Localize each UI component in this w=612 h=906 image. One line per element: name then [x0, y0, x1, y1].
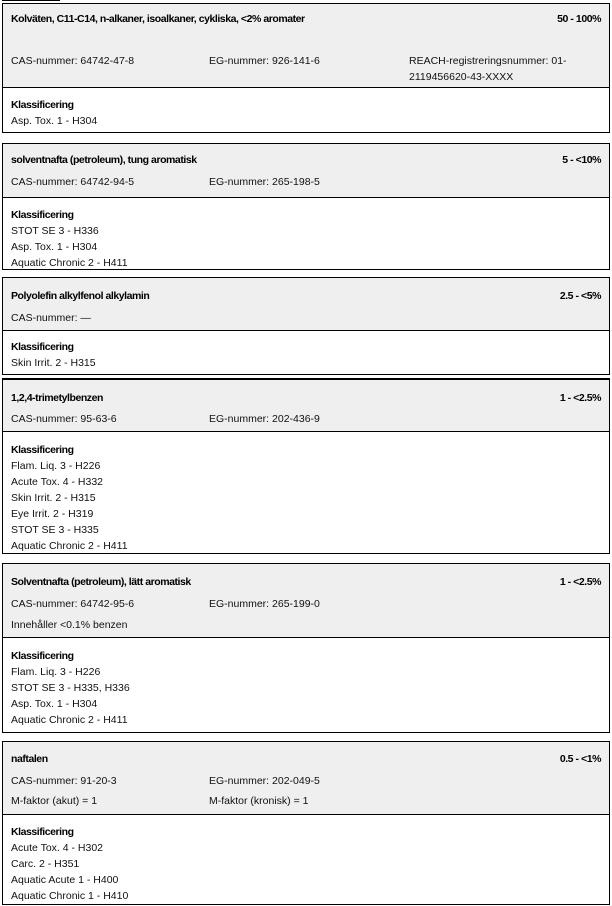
eg-number: EG-nummer: 202-049-5	[209, 775, 320, 787]
cas-number: CAS-nummer: 64742-94-5	[11, 176, 135, 188]
eg-number: EG-nummer: 265-199-0	[209, 598, 320, 610]
cas-number: CAS-nummer: —	[11, 312, 91, 324]
substance-header	[3, 742, 609, 815]
hazard-statement: Acute Tox. 4 - H332	[11, 476, 104, 488]
substance-header	[3, 4, 609, 88]
substance-header	[3, 380, 609, 432]
substance-header	[3, 144, 609, 198]
substance-block	[2, 741, 610, 905]
substance-block	[2, 378, 610, 554]
m-factor-acute: M-faktor (akut) = 1	[11, 795, 98, 807]
classification	[3, 638, 609, 728]
hazard-statement: Eye Irrit. 2 - H319	[11, 508, 94, 520]
substance-block	[2, 563, 610, 733]
classification-title: Klassificering	[11, 209, 74, 221]
previous-section-edge	[2, 0, 60, 2]
hazard-statement: STOT SE 3 - H335, H336	[11, 682, 130, 694]
concentration-range: 0.5 - <1%	[559, 753, 601, 765]
m-factor-chronic: M-faktor (kronisk) = 1	[209, 795, 309, 807]
cas-number: CAS-nummer: 64742-95-6	[11, 598, 135, 610]
reach-number: REACH-registreringsnummer: 01-2119456620-43-XXXX	[409, 55, 567, 83]
concentration-range: 50 - 100%	[557, 13, 601, 25]
hazard-statement: Asp. Tox. 1 - H304	[11, 115, 98, 127]
hazard-statement: Flam. Liq. 3 - H226	[11, 460, 101, 472]
hazard-statement: Flam. Liq. 3 - H226	[11, 666, 101, 678]
classification-title: Klassificering	[11, 444, 74, 456]
substance-header	[3, 278, 609, 331]
hazard-statement: Skin Irrit. 2 - H315	[11, 357, 96, 369]
cas-number: CAS-nummer: 64742-47-8	[11, 55, 135, 67]
classification-title: Klassificering	[11, 650, 74, 662]
hazard-statement: STOT SE 3 - H335	[11, 524, 99, 536]
hazard-statement: Skin Irrit. 2 - H315	[11, 492, 96, 504]
cas-number: CAS-nummer: 95-63-6	[11, 413, 117, 425]
substance-name: solventnafta (petroleum), tung aromatisk	[11, 154, 197, 166]
concentration-range: 2.5 - <5%	[559, 290, 601, 302]
classification	[3, 88, 609, 129]
hazard-statement: Carc. 2 - H351	[11, 858, 80, 870]
classification	[3, 198, 609, 270]
hazard-statement: Aquatic Chronic 2 - H411	[11, 257, 128, 269]
classification	[3, 331, 609, 371]
substance-header	[3, 564, 609, 638]
hazard-statement: Acute Tox. 4 - H302	[11, 842, 104, 854]
substance-name: Solventnafta (petroleum), lätt aromatisk	[11, 576, 191, 588]
substance-name: Kolväten, C11-C14, n-alkaner, isoalkaner, cykliska, <2% aromater	[11, 13, 305, 25]
classification	[3, 432, 609, 554]
eg-number: EG-nummer: 926-141-6	[209, 55, 320, 67]
classification-title: Klassificering	[11, 99, 74, 111]
substance-name: naftalen	[11, 753, 48, 765]
eg-number: EG-nummer: 265-198-5	[209, 176, 320, 188]
concentration-range: 5 - <10%	[562, 154, 601, 166]
substance-block	[2, 143, 610, 270]
concentration-range: 1 - <2.5%	[559, 392, 601, 404]
hazard-statement: Aquatic Chronic 1 - H410	[11, 890, 129, 902]
cas-number: CAS-nummer: 91-20-3	[11, 775, 117, 787]
benzene-note: Innehåller <0.1% benzen	[11, 619, 128, 631]
hazard-statement: Asp. Tox. 1 - H304	[11, 698, 98, 710]
substance-name: Polyolefin alkylfenol alkylamin	[11, 290, 150, 302]
classification-title: Klassificering	[11, 341, 74, 353]
substance-block	[2, 3, 610, 133]
hazard-statement: Aquatic Chronic 2 - H411	[11, 714, 128, 726]
substance-name: 1,2,4-trimetylbenzen	[11, 392, 103, 404]
eg-number: EG-nummer: 202-436-9	[209, 413, 320, 425]
concentration-range: 1 - <2.5%	[559, 576, 601, 588]
hazard-statement: Asp. Tox. 1 - H304	[11, 241, 98, 253]
hazard-statement: Aquatic Acute 1 - H400	[11, 874, 119, 886]
classification	[3, 815, 609, 904]
hazard-statement: STOT SE 3 - H336	[11, 225, 99, 237]
hazard-statement: Aquatic Chronic 2 - H411	[11, 540, 128, 552]
substance-block	[2, 277, 610, 375]
classification-title: Klassificering	[11, 826, 74, 838]
